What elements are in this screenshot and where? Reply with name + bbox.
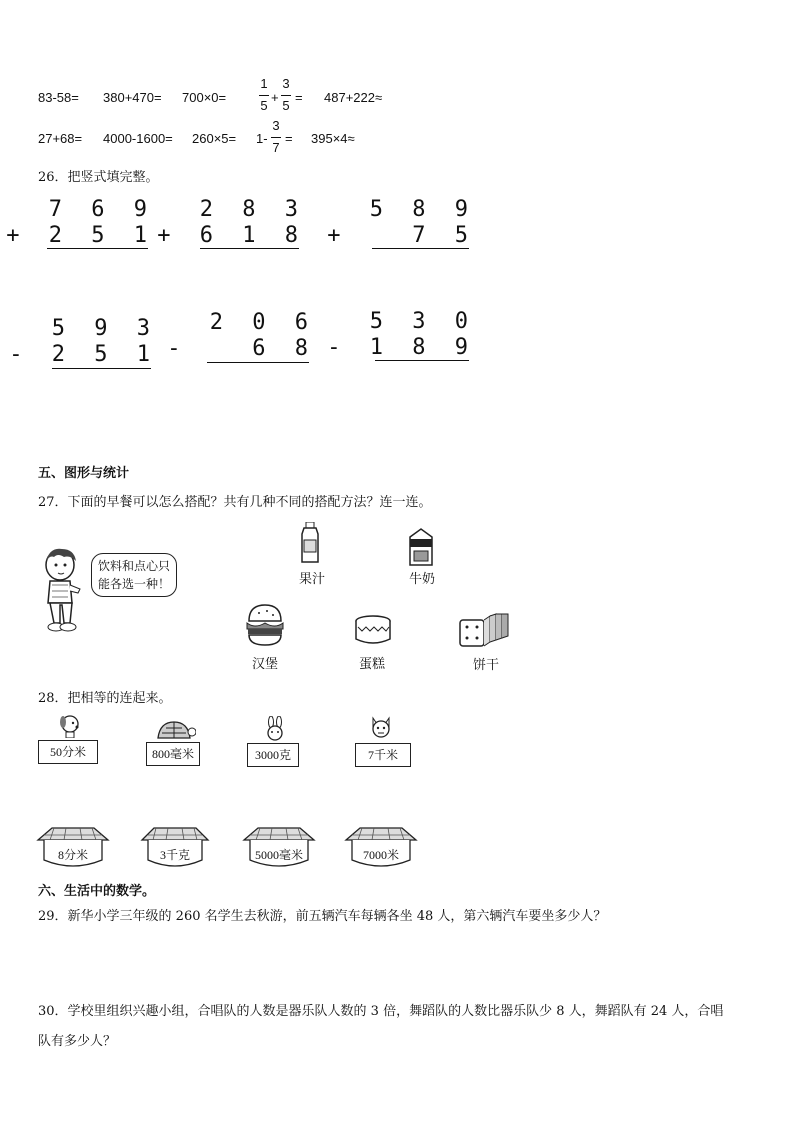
cat-icon [369, 714, 393, 742]
fraction-numerator: 3 [282, 76, 290, 91]
snack-label-cake: 蛋糕 [358, 657, 385, 672]
difference-line [375, 360, 469, 361]
house-label: 3千克 [159, 848, 190, 862]
drink-label-milk: 牛奶 [408, 572, 435, 587]
equals-sign: = [295, 90, 303, 105]
biscuit-icon [458, 612, 512, 648]
addend-bottom: + 7 5 [327, 223, 476, 248]
drink-label-juice: 果汁 [298, 572, 325, 587]
addend-top: 2 8 3 [199, 197, 306, 222]
subtrahend: - 6 8 [167, 336, 316, 361]
calc-item: 395×4≈ [311, 131, 355, 146]
calc-item: 260×5= [192, 131, 237, 146]
subtrahend: - 2 5 1 [9, 342, 158, 367]
fraction-denominator: 7 [272, 140, 280, 155]
cake-icon [354, 615, 392, 645]
length-tag: 800毫米 [146, 742, 200, 766]
question-26: 26．把竖式填完整。 [38, 170, 159, 185]
house-label: 8分米 [57, 848, 88, 862]
bubble-line: 能各选一种！ [98, 577, 171, 591]
question-30-line1: 30．学校里组织兴趣小组，合唱队的人数是器乐队人数的 3 倍，舞蹈队的人数比器乐队少 8 人，舞蹈队有 24 人，合唱 [38, 1004, 724, 1019]
dog-icon [58, 714, 84, 738]
calc-item: 700×0= [182, 90, 227, 105]
snack-label-biscuit: 饼干 [472, 658, 499, 673]
turtle-icon [152, 720, 196, 742]
calc-item: 1- [256, 131, 268, 146]
question-28: 28．把相等的连起来。 [38, 691, 172, 706]
milk-carton-icon [406, 527, 436, 567]
mass-tag: 3000克 [247, 743, 299, 767]
fraction-bar [259, 95, 269, 96]
sum-line [372, 248, 469, 249]
calc-item: 83-58= [38, 90, 79, 105]
section-title: 五、图形与统计 [38, 466, 130, 481]
question-30-line2: 队有多少人？ [38, 1034, 117, 1049]
length-tag: 50分米 [38, 740, 98, 764]
fraction-denominator: 5 [282, 98, 290, 113]
snack-label-hamburger: 汉堡 [251, 657, 278, 672]
fraction-bar [281, 95, 291, 96]
calc-item: 380+470= [103, 90, 162, 105]
sum-line [47, 248, 148, 249]
addend-top: 5 8 9 [369, 197, 476, 222]
bubble-line: 饮料和点心只 [98, 559, 171, 573]
juice-bottle-icon [298, 522, 322, 564]
minuend: 5 3 0 [369, 309, 476, 334]
speech-bubble [91, 553, 177, 597]
addend-top: 7 6 9 [48, 197, 155, 222]
plus-sign: + [271, 90, 279, 105]
house-label: 5000毫米 [254, 848, 303, 862]
equals-sign: = [285, 131, 293, 146]
difference-line [207, 362, 309, 363]
minuend: 5 9 3 [51, 316, 158, 341]
question-29: 29．新华小学三年级的 260 名学生去秋游，前五辆汽车每辆各坐 48 人，第六辆汽车要坐多少人？ [38, 909, 607, 924]
question-27: 27．下面的早餐可以怎么搭配？共有几种不同的搭配方法？连一连。 [38, 495, 432, 510]
section-title: 六、生活中的数学。 [38, 884, 156, 899]
difference-line [52, 368, 151, 369]
fraction-numerator: 3 [272, 118, 280, 133]
rabbit-icon [264, 716, 286, 742]
minuend: 2 0 6 [209, 310, 316, 335]
subtrahend: - 1 8 9 [327, 335, 476, 360]
boy-illustration-icon [32, 545, 92, 635]
fraction-bar [271, 137, 281, 138]
calc-item: 487+222≈ [324, 90, 383, 105]
house-label: 7000米 [362, 848, 399, 862]
length-tag: 7千米 [355, 743, 411, 767]
hamburger-icon [245, 603, 285, 647]
fraction-denominator: 5 [260, 98, 268, 113]
sum-line [200, 248, 299, 249]
addend-bottom: + 6 1 8 [157, 223, 306, 248]
addend-bottom: + 2 5 1 [6, 223, 155, 248]
fraction-numerator: 1 [260, 76, 268, 91]
calc-item: 27+68= [38, 131, 83, 146]
calc-item: 4000-1600= [103, 131, 173, 146]
